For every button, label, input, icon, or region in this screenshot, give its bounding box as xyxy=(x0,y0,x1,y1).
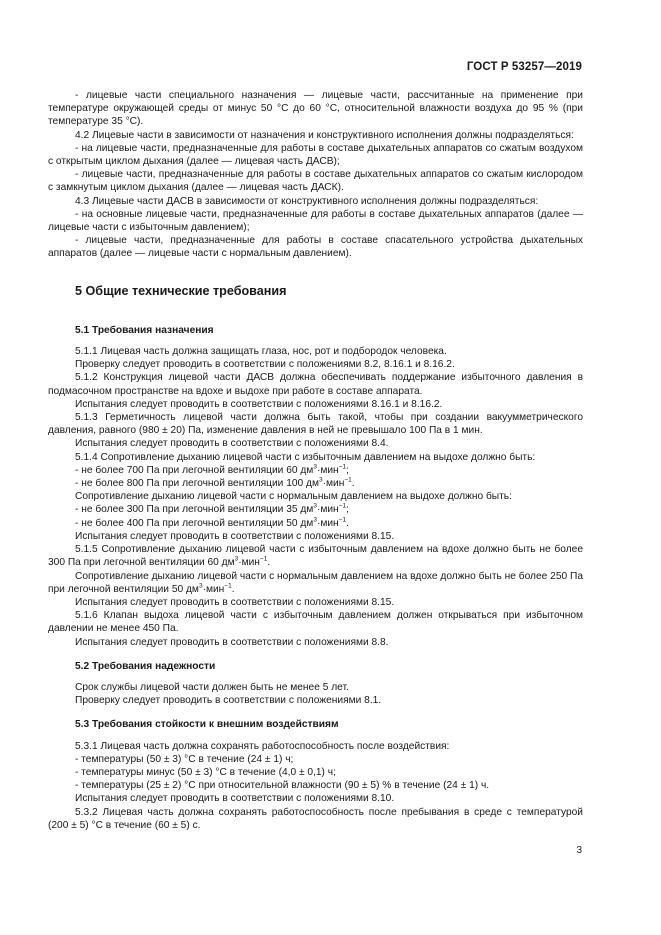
list-item: - не более 400 Па при легочной вентиляции 50 $дм^3\cdot мин^{-1}$. xyxy=(75,516,349,529)
paragraph: 5.1.6 Клапан выдоха лицевой части с избыточным давлением должен открываться при избыточном давлении не менее 450 Па. xyxy=(48,610,583,635)
subsection-heading: 5.2 Требования надежности xyxy=(75,660,216,672)
section-heading: 5 Общие технические требования xyxy=(75,283,287,298)
paragraph: Сопротивление дыханию лицевой части с нормальным давлением на выдохе должно быть: xyxy=(75,491,512,503)
paragraph: Испытания следует проводить в соответствии с положениями 8.8. xyxy=(75,636,389,648)
paragraph: 5.3.2 Лицевая часть должна сохранять работоспособность после пребывания в среде с температурой (200 ± 5) °С в течение (60 ± 5) с. xyxy=(48,806,583,831)
paragraph: 4.2 Лицевые части в зависимости от назначения и конструктивного исполнения должны подразделяться: xyxy=(75,129,574,141)
paragraph: 5.1.2 Конструкция лицевой части ДАСВ должна обеспечивать поддержание избыточного давления в подмасочном пространстве на вдохе и выдохе при работе в составе аппарата. xyxy=(48,372,583,397)
paragraph: Испытания следует проводить в соответствии с положениями 8.4. xyxy=(75,438,389,450)
paragraph: Испытания следует проводить в соответствии с положениями 8.15. xyxy=(75,596,395,608)
paragraph: 5.1.5 Сопротивление дыханию лицевой части с избыточным давлением на вдохе должно быть не более 300 Па при легочной вентиляции 60 $дм^3\cdot мин^{-1}$. xyxy=(48,544,583,569)
paragraph: - на основные лицевые части, предназначенные для работы в составе дыхательных аппаратов (далее — лицевые части с избыточным давлением); xyxy=(48,208,583,234)
list-item: - не более 800 Па при легочной вентиляции 100 $дм^3\cdot мин^{-1}$. xyxy=(75,476,355,490)
paragraph: 5.3.1 Лицевая часть должна сохранять работоспособность после воздействия: xyxy=(75,740,450,752)
paragraph: Проверку следует проводить в соответствии с положениями 8.2, 8.16.1 и 8.16.2. xyxy=(75,359,455,371)
paragraph: 5.1.1 Лицевая часть должна защищать глаза, нос, рот и подбородок человека. xyxy=(75,346,447,358)
list-item: - не более 700 Па при легочной вентиляции 60 $дм^3\cdot мин^{-1}$; xyxy=(75,463,349,476)
list-item: - не более 300 Па при легочной вентиляции 35 $дм^3\cdot мин^{-1}$; xyxy=(75,503,349,516)
paragraph: 5.1.3 Герметичность лицевой части должна быть такой, чтобы при создании вакуумметрического давления, равного (980 ± 20) Па, изменение давления в ней не превышало 100 Па в 1 мин. xyxy=(48,412,583,437)
subsection-heading: 5.1 Требования назначения xyxy=(75,324,214,336)
paragraph: Испытания следует проводить в соответствии с положениями 8.16.1 и 8.16.2. xyxy=(75,398,443,410)
paragraph: 5.1.4 Сопротивление дыханию лицевой части с избыточным давлением на выдохе должно быть: xyxy=(75,451,536,463)
paragraph: Срок службы лицевой части должен быть не менее 5 лет. xyxy=(75,681,349,693)
paragraph: 4.3 Лицевые части ДАСВ в зависимости от конструктивного исполнения должны подразделяться: xyxy=(75,195,539,207)
paragraph: - лицевые части, предназначенные для работы в составе дыхательных аппаратов со сжатым кислородом с замкнутым циклом дыхания (далее — лицевая часть ДАСК). xyxy=(48,169,583,194)
paragraph: - лицевые части, предназначенные для работы в составе спасательного устройства дыхательных аппаратов (далее — лицевые части с нормальным давлением). xyxy=(48,235,583,260)
paragraph: Испытания следует проводить в соответствии с положениями 8.15. xyxy=(75,530,395,542)
paragraph: Сопротивление дыханию лицевой части с нормальным давлением на вдохе должно быть не более 250 Па при легочной вентиляции 50 $дм^3\cdot мин^{-1}$. xyxy=(48,570,583,595)
paragraph: Проверку следует проводить в соответствии с положениями 8.1. xyxy=(75,695,382,707)
list-item: - температуры (25 ± 2) °С при относительной влажности (90 ± 5) % в течение (24 ± 1) ч. xyxy=(75,780,490,792)
paragraph: - на лицевые части, предназначенные для работы в составе дыхательных аппаратов со сжатым воздухом с открытым циклом дыхания (далее — лицевая часть ДАСВ); xyxy=(48,142,583,168)
paragraph: Испытания следует проводить в соответствии с положениями 8.10. xyxy=(75,793,395,805)
document-header: ГОСТ Р 53257—2019 xyxy=(466,61,582,73)
paragraph: - лицевые части специального назначения — лицевые части, рассчитанные на применение при температуре окружающей среды от минус 50 °С до 60 °С, относительной влажности воздуха до 95 % (при температуре 35 °С). xyxy=(48,90,583,128)
list-item: - температуры (50 ± 3) °С в течение (24 ± 1) ч; xyxy=(75,753,294,765)
page-number: 3 xyxy=(576,845,582,856)
subsection-heading: 5.3 Требования стойкости к внешним воздействиям xyxy=(75,719,339,731)
list-item: - температуры минус (50 ± 3) °С в течение (4,0 ± 0,1) ч; xyxy=(75,766,336,778)
document-body xyxy=(48,89,583,832)
